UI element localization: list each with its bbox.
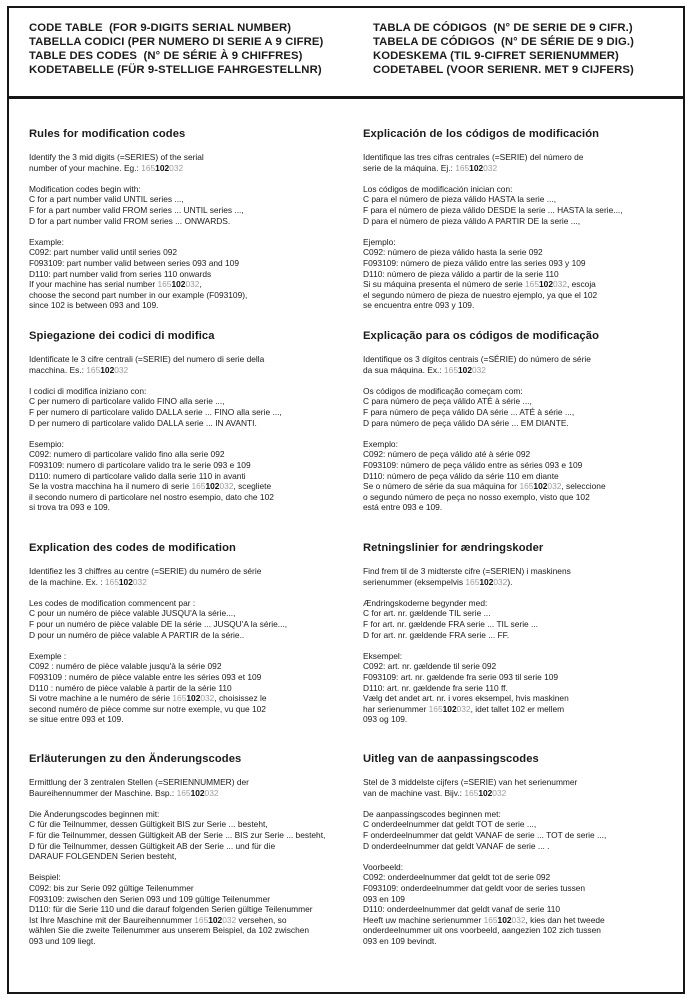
- paragraph: [29, 872, 337, 946]
- text-segment: ,: [199, 279, 202, 290]
- paragraph: [29, 777, 337, 798]
- text-line: Identify the 3 mid digits (=SERIES) of the serial: [29, 152, 204, 162]
- text-line: F onderdeelnummer dat geldt VANAF de serie ... TOT de serie ...,: [363, 829, 607, 840]
- serial-digits-gray: 032: [471, 364, 486, 375]
- text-line: 093 en 109: [363, 893, 405, 904]
- content-area: [9, 99, 683, 957]
- serial-digits-gray: 165: [455, 162, 470, 173]
- text-line: Los códigos de modificación inician con:: [363, 183, 513, 194]
- serial-digits-bold: 102: [469, 162, 484, 173]
- text-line: D for art. nr. gældende FRA serie ... FF.: [363, 629, 510, 640]
- text-line: D per numero di particolare valido DALLA serie ... IN AVANTI.: [29, 417, 257, 428]
- paragraph: [363, 152, 671, 173]
- serial-digits-bold: 102: [533, 481, 548, 492]
- section-french: [29, 542, 337, 753]
- text-line: choose the second part number in our example (F093109),: [29, 289, 248, 300]
- text-line: Voorbeeld:: [363, 861, 404, 872]
- header-right-column: [373, 21, 683, 77]
- paragraph: [363, 386, 671, 428]
- paragraph: [363, 651, 671, 725]
- text-segment: van de machine vast. Bijv.:: [363, 787, 465, 798]
- text-line: I codici di modifica iniziano con:: [29, 385, 147, 396]
- text-line: since 102 is between 093 and 109.: [29, 300, 159, 311]
- serial-digits-bold: 102: [190, 787, 205, 798]
- text-line: C092: part number valid until series 092: [29, 247, 178, 258]
- text-line: C per numero di particolare valido FINO alla serie ...,: [29, 396, 225, 407]
- serial-digits-bold: 102: [479, 576, 494, 587]
- text-line: Die Änderungscodes beginnen mit:: [29, 808, 160, 819]
- text-line: se encuentra entre 093 y 109.: [363, 300, 475, 311]
- serial-digits-gray: 165: [519, 481, 534, 492]
- section-dutch: [363, 753, 671, 957]
- text-line: Ændringskoderne begynder med:: [363, 597, 488, 608]
- text-segment: Si votre machine a le numéro de série: [29, 693, 173, 704]
- text-line: F093109: número de peça válido entre as séries 093 e 109: [363, 459, 583, 470]
- serial-digits-gray: 165: [464, 787, 479, 798]
- serial-digits-gray: 165: [86, 364, 101, 375]
- paragraph: [29, 809, 337, 862]
- text-line: C onderdeelnummer dat geldt TOT de serie ...,: [363, 819, 537, 830]
- text-line: D110: art. nr. gældende fra serie 110 ff.: [363, 682, 508, 693]
- text-segment: de la machine. Ex. :: [29, 576, 105, 587]
- serial-digits-bold: 102: [442, 703, 457, 714]
- text-segment: Si su máquina presenta el número de serie: [363, 279, 526, 290]
- serial-digits-gray: 032: [493, 576, 508, 587]
- text-line: D for a part number valid FROM series ... ONWARDS.: [29, 215, 231, 226]
- text-line: C092: numero di particolare valido fino alla serie 092: [29, 449, 225, 460]
- serial-digits-bold: 102: [458, 364, 472, 375]
- paragraph: [29, 386, 337, 428]
- serial-digits-gray: 032: [185, 279, 200, 290]
- text-line: F093109: part number valid between series 093 and 109: [29, 257, 239, 268]
- section-italian: [29, 330, 337, 542]
- section-title-english: Rules for modification codes: [29, 128, 186, 140]
- text-line: D110: part number valid from series 110 onwards: [29, 268, 212, 279]
- text-line: D110: onderdeelnummer dat geldt vanaf de serie 110: [363, 904, 561, 915]
- text-line: 093 og 109.: [363, 714, 408, 725]
- text-line: Example:: [29, 236, 64, 247]
- text-line: está entre 093 e 109.: [363, 502, 443, 513]
- serial-digits-gray: 165: [525, 279, 539, 290]
- text-line: C for a part number valid UNTIL series ...,: [29, 194, 184, 205]
- text-line: C pour un numéro de pièce valable JUSQU'A la série...,: [29, 608, 236, 619]
- serial-digits-gray: 032: [222, 914, 237, 925]
- text-line: si trova tra 093 e 109.: [29, 502, 111, 513]
- serial-digits-gray: 165: [141, 162, 156, 173]
- page-frame: [7, 6, 685, 994]
- paragraph: [363, 566, 671, 587]
- serial-digits-gray: 032: [169, 162, 184, 173]
- text-segment: Heeft uw machine serienummer: [363, 914, 484, 925]
- serial-digits-gray: 032: [132, 576, 147, 587]
- text-line: F pour un numéro de pièce valable DE la série ... JUSQU'A la série...,: [29, 618, 288, 629]
- text-line: D onderdeelnummer dat geldt VANAF de serie ... .: [363, 840, 550, 851]
- text-segment: Se o número de série da sua máquina for: [363, 481, 520, 492]
- text-segment: serie de la máquina. Ej.:: [363, 162, 456, 173]
- paragraph: [363, 237, 671, 311]
- text-segment: Se la vostra macchina ha il numero di serie: [29, 481, 192, 492]
- text-line: D110: número de pieza válido a partir de la serie 110: [363, 268, 559, 279]
- text-line: [363, 365, 671, 376]
- text-line: Find frem til de 3 midterste cifre (=SERIEN) i maskinens: [363, 566, 571, 576]
- paragraph: [363, 809, 671, 851]
- section-title-dutch: Uitleg van de aanpassingscodes: [363, 753, 539, 765]
- text-line: F for art. nr. gældende FRA serie ... TIL serie ...: [363, 618, 539, 629]
- text-segment: Baureihennummer der Maschine. Bsp.:: [29, 787, 177, 798]
- paragraph: [363, 184, 671, 226]
- text-line: Identifiez les 3 chiffres au centre (=SERIE) du numéro de série: [29, 566, 262, 576]
- header-title-danish: KODESKEMA (TIL 9-CIFRET SERIENUMMER): [373, 50, 619, 62]
- text-segment: , escoja: [566, 279, 596, 290]
- paragraph: [363, 598, 671, 640]
- text-line: Identificate le 3 cifre centrali (=SERIE) del numero di serie della: [29, 354, 265, 364]
- serial-digits-bold: 102: [186, 693, 201, 704]
- header-left-column: [29, 21, 373, 77]
- text-line: [363, 481, 671, 492]
- serial-digits-bold: 102: [208, 914, 223, 925]
- serial-digits-gray: 165: [172, 693, 187, 704]
- text-line: D para el número de pieza válido A PARTIR DE la serie ...,: [363, 215, 581, 226]
- serial-digits-gray: 032: [492, 787, 507, 798]
- text-line: Les codes de modification commencent par :: [29, 597, 196, 608]
- section-title-danish: Retningslinier for ændringskoder: [363, 542, 544, 554]
- text-line: 093 en 109 bevindt.: [363, 935, 437, 946]
- page-header: [9, 8, 683, 99]
- paragraph: [363, 354, 671, 375]
- text-line: Exemple :: [29, 650, 67, 661]
- text-line: o segundo número de peça no nosso exemplo, visto que 102: [363, 491, 590, 502]
- text-line: F para el número de pieza válido DESDE la serie ... HASTA la serie...,: [363, 204, 623, 215]
- text-line: 093 und 109 liegt.: [29, 935, 96, 946]
- text-segment: da sua máquina. Ex.:: [363, 364, 445, 375]
- serial-digits-gray: 165: [191, 481, 206, 492]
- serial-digits-bold: 102: [478, 787, 493, 798]
- header-title-spanish: TABLA DE CÓDIGOS (N° DE SERIE DE 9 CIFR.): [373, 22, 633, 34]
- text-line: [29, 693, 337, 704]
- text-line: C092 : numéro de pièce valable jusqu'à la série 092: [29, 661, 222, 672]
- text-segment: , seleccione: [561, 481, 606, 492]
- text-line: C092: número de pieza válido hasta la serie 092: [363, 247, 543, 258]
- paragraph: [29, 439, 337, 513]
- text-line: D110: número de peça válido da série 110 em diante: [363, 470, 559, 481]
- paragraph: [363, 439, 671, 513]
- paragraph: [29, 152, 337, 173]
- serial-digits-bold: 102: [100, 364, 115, 375]
- text-line: Esempio:: [29, 438, 64, 449]
- text-line: se situe entre 093 et 109.: [29, 714, 124, 725]
- serial-digits-bold: 102: [118, 576, 133, 587]
- text-line: wählen Sie die zweite Teilenummer aus unserem Beispiel, da 102 zwischen: [29, 925, 310, 936]
- header-title-german: KODETABELLE (FÜR 9-STELLIGE FAHRGESTELLNR): [29, 64, 322, 76]
- text-line: [29, 279, 337, 290]
- serial-digits-bold: 102: [539, 279, 553, 290]
- section-english: [29, 128, 337, 330]
- content-column-right: [363, 128, 671, 957]
- section-danish: [363, 542, 671, 753]
- serial-digits-gray: 032: [456, 703, 471, 714]
- paragraph: [29, 237, 337, 311]
- text-line: onderdeelnummer uit ons voorbeeld, aangezien 102 zich tussen: [363, 925, 601, 936]
- header-title-french: TABLE DES CODES (N° DE SÉRIE À 9 CHIFFRES): [29, 50, 303, 62]
- text-segment: har serienummer: [363, 703, 429, 714]
- text-segment: , kies dan het tweede: [525, 914, 605, 925]
- text-line: D110: für die Serie 110 und die darauf folgenden Serien gültige Teilenummer: [29, 904, 313, 915]
- text-line: DARAUF FOLGENDEN Serien besteht,: [29, 851, 177, 862]
- text-line: C para número de peça válido ATÉ à série ...,: [363, 396, 532, 407]
- text-line: il secondo numero di particolare nel nostro esempio, dato che 102: [29, 491, 274, 502]
- text-line: F for a part number valid FROM series ... UNTIL series ...,: [29, 204, 244, 215]
- text-segment: If your machine has serial number: [29, 279, 158, 290]
- text-line: Os códigos de modificação começam com:: [363, 385, 523, 396]
- text-line: Identifique os 3 dígitos centrais (=SÉRIE) do número de série: [363, 354, 591, 364]
- paragraph: [29, 651, 337, 725]
- text-line: [363, 704, 671, 715]
- serial-digits-gray: 165: [428, 703, 443, 714]
- serial-digits-gray: 165: [176, 787, 191, 798]
- text-segment: versehen, so: [236, 914, 287, 925]
- text-line: F093109: número de pieza válido entre las series 093 y 109: [363, 257, 586, 268]
- serial-digits-gray: 032: [219, 481, 234, 492]
- text-line: C für die Teilnummer, dessen Gültigkeit BIS zur Serie ... besteht,: [29, 819, 268, 830]
- text-line: [29, 163, 337, 174]
- text-line: D für die Teilnummer, dessen Gültigkeit AB der Serie ... und für die: [29, 840, 276, 851]
- header-title-portuguese: TABELA DE CÓDIGOS (N° DE SÉRIE DE 9 DIG.): [373, 36, 635, 48]
- header-title-english: CODE TABLE (FOR 9-DIGITS SERIAL NUMBER): [29, 22, 292, 34]
- text-segment: ).: [507, 576, 513, 587]
- text-line: Modification codes begin with:: [29, 183, 141, 194]
- paragraph: [29, 184, 337, 226]
- text-line: De aanpassingscodes beginnen met:: [363, 808, 501, 819]
- text-line: C092: bis zur Serie 092 gültige Teilenummer: [29, 882, 194, 893]
- text-line: F093109: onderdeelnummer dat geldt voor de series tussen: [363, 882, 586, 893]
- serial-digits-gray: 032: [552, 279, 567, 290]
- text-line: [29, 365, 337, 376]
- text-line: C para el número de pieza válido HASTA la serie ...,: [363, 194, 557, 205]
- text-line: [363, 279, 671, 290]
- text-line: Exemplo:: [363, 438, 398, 449]
- text-line: [363, 163, 671, 174]
- serial-digits-gray: 032: [200, 693, 215, 704]
- text-line: Stel de 3 middelste cijfers (=SERIE) van het serienummer: [363, 777, 578, 787]
- header-title-dutch: CODETABEL (VOOR SERIENR. MET 9 CIJFERS): [373, 64, 634, 76]
- text-segment: , idet tallet 102 er mellem: [470, 703, 565, 714]
- section-title-spanish: Explicación de los códigos de modificación: [363, 128, 600, 140]
- text-line: F093109: numero di particolare valido tra le serie 093 e 109: [29, 459, 251, 470]
- header-title-italian: TABELLA CODICI (PER NUMERO DI SERIE A 9 CIFRE): [29, 36, 324, 48]
- serial-digits-bold: 102: [497, 914, 512, 925]
- text-line: Identifique las tres cifras centrales (=SERIE) del número de: [363, 152, 584, 162]
- serial-digits-gray: 165: [483, 914, 498, 925]
- text-line: F093109 : numéro de pièce valable entre les séries 093 et 109: [29, 671, 262, 682]
- serial-digits-bold: 102: [171, 279, 186, 290]
- text-line: F per numero di particolare valido DALLA serie ... FINO alla serie ...,: [29, 406, 282, 417]
- text-line: C092: art. nr. gældende til serie 092: [363, 661, 497, 672]
- section-title-italian: Spiegazione dei codici di modifica: [29, 330, 215, 342]
- text-line: [363, 577, 671, 588]
- text-line: C092: onderdeelnummer dat geldt tot de serie 092: [363, 872, 551, 883]
- text-segment: number of your machine. Eg.:: [29, 162, 142, 173]
- text-segment: , scegliete: [233, 481, 272, 492]
- serial-digits-gray: 032: [114, 364, 129, 375]
- text-line: Ermittlung der 3 zentralen Stellen (=SERIENNUMMER) der: [29, 777, 249, 787]
- serial-digits-bold: 102: [155, 162, 170, 173]
- serial-digits-gray: 165: [465, 576, 480, 587]
- section-german: [29, 753, 337, 957]
- text-segment: macchina. Es.:: [29, 364, 87, 375]
- text-line: F para número de peça válido DA série ... ATÉ à série ...,: [363, 406, 575, 417]
- text-line: Beispiel:: [29, 872, 61, 883]
- paragraph: [363, 777, 671, 798]
- text-line: [29, 577, 337, 588]
- section-portuguese: [363, 330, 671, 542]
- text-line: Vælg det andet art. nr. i vores eksempel, hvis maskinen: [363, 693, 569, 704]
- text-line: [363, 788, 671, 799]
- serial-digits-gray: 032: [511, 914, 526, 925]
- section-title-french: Explication des codes de modification: [29, 542, 236, 554]
- text-line: D pour un numéro de pièce valable A PARTIR de la série..: [29, 629, 245, 640]
- section-title-portuguese: Explicação para os códigos de modificação: [363, 330, 600, 342]
- section-title-german: Erläuterungen zu den Änderungscodes: [29, 753, 242, 765]
- paragraph: [29, 566, 337, 587]
- serial-digits-bold: 102: [205, 481, 220, 492]
- text-line: F für die Teilnummer, dessen Gültigkeit AB der Serie ... BIS zur Serie ... besteht,: [29, 829, 326, 840]
- text-line: D110 : numéro de pièce valable à partir de la série 110: [29, 682, 232, 693]
- text-line: C for art. nr. gældende TIL serie ...: [363, 608, 491, 619]
- text-segment: serienummer (eksempelvis: [363, 576, 466, 587]
- serial-digits-gray: 032: [483, 162, 498, 173]
- serial-digits-gray: 165: [104, 576, 119, 587]
- text-line: [29, 788, 337, 799]
- text-segment: , choisissez le: [214, 693, 267, 704]
- text-line: [29, 915, 337, 926]
- text-line: el segundo número de pieza de nuestro ejemplo, ya que el 102: [363, 289, 598, 300]
- text-line: D110: numero di particolare valido dalla serie 110 in avanti: [29, 470, 246, 481]
- paragraph: [29, 354, 337, 375]
- text-line: Ejemplo:: [363, 236, 396, 247]
- text-line: C092: número de peça válido até à série 092: [363, 449, 531, 460]
- serial-digits-gray: 165: [444, 364, 458, 375]
- text-line: F093109: art. nr. gældende fra serie 093 til serie 109: [363, 671, 559, 682]
- text-line: [363, 915, 671, 926]
- text-line: F093109: zwischen den Serien 093 und 109 gültige Teilenummer: [29, 893, 271, 904]
- text-segment: Ist Ihre Maschine mit der Baureihennummer: [29, 914, 195, 925]
- text-line: Eksempel:: [363, 650, 403, 661]
- serial-digits-gray: 165: [157, 279, 172, 290]
- section-spanish: [363, 128, 671, 330]
- paragraph: [363, 862, 671, 947]
- serial-digits-gray: 032: [204, 787, 219, 798]
- paragraph: [29, 598, 337, 640]
- text-line: [29, 481, 337, 492]
- serial-digits-gray: 032: [547, 481, 562, 492]
- text-line: second numéro de pièce comme sur notre exemple, vu que 102: [29, 703, 266, 714]
- text-line: D para número de peça válido DA série ... EM DIANTE.: [363, 417, 569, 428]
- content-column-left: [29, 128, 337, 957]
- serial-digits-gray: 165: [194, 914, 209, 925]
